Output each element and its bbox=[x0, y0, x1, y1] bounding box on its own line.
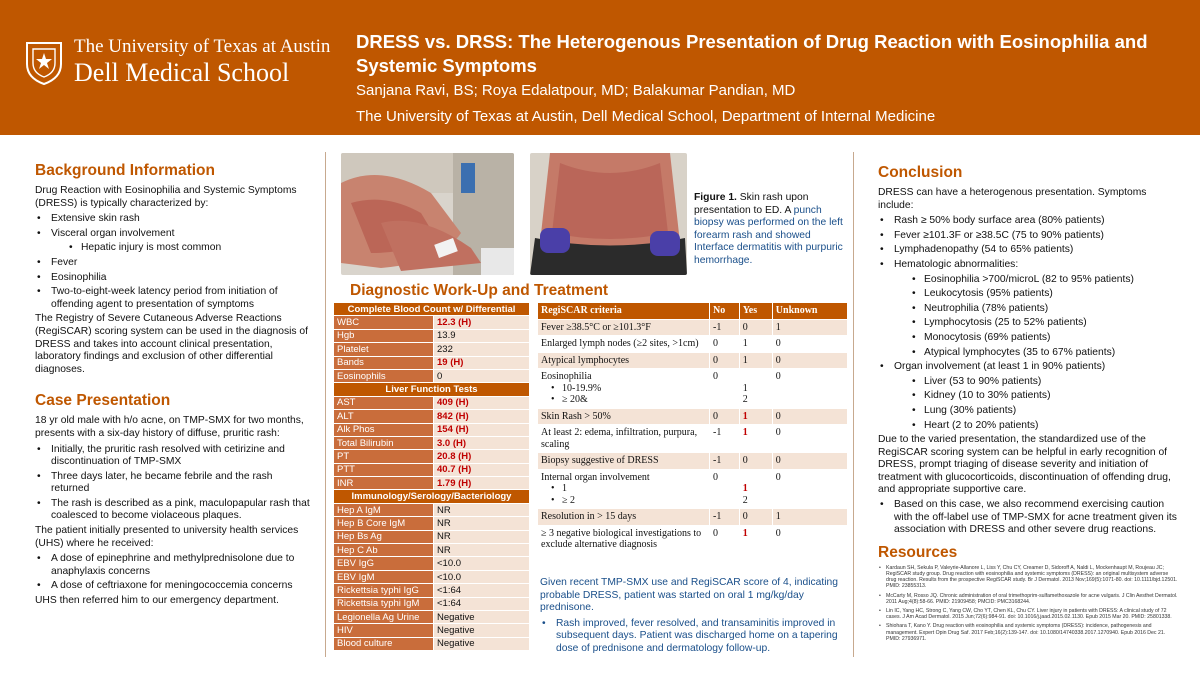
case-item: • Three days later, he became febrile and the rash returned bbox=[35, 471, 310, 496]
regiscar-yes: 0 bbox=[739, 509, 772, 526]
regiscar-yes-sub: 2 bbox=[742, 494, 748, 506]
regiscar-header-cell: Yes bbox=[739, 303, 772, 320]
regiscar-table bbox=[537, 302, 848, 554]
conclusion-subitem: • Neutrophilia (78% patients) bbox=[878, 303, 1180, 316]
regiscar-criteria bbox=[538, 453, 710, 470]
regiscar-criteria-text: Biopsy suggestive of DRESS bbox=[541, 455, 659, 466]
regiscar-criteria bbox=[538, 469, 710, 509]
lab-row bbox=[334, 637, 530, 650]
lab-results-table bbox=[333, 302, 530, 651]
university-name: The University of Texas at Austin bbox=[74, 36, 331, 57]
regiscar-criteria-text: Atypical lymphocytes bbox=[541, 354, 630, 366]
lab-name: Platelet bbox=[334, 343, 434, 356]
lab-value: NR bbox=[434, 503, 530, 516]
regiscar-criteria-text: Enlarged lymph nodes (≥2 sites, >1cm) bbox=[541, 338, 699, 349]
regiscar-no: 0 bbox=[710, 369, 740, 409]
resources-list bbox=[878, 565, 1180, 642]
reference-item: • Lin IC, Yang HC, Strong C, Yang CW, Cho YT, Chen KL, Chu CY. Liver injury in patients with DRESS: A clinical study of 72 cases. J Am Acad Dermatol. 2015 Jun;72(6):984-91. doi: 10.1016/j.jaad.2015.02.1130. Epub 2015 Mar 20. PMID: 25801338. bbox=[878, 608, 1180, 620]
right-column bbox=[878, 164, 1180, 645]
background-item: • Visceral organ involvement bbox=[35, 228, 310, 241]
conclusion-subitem: • Heart (2 to 20% patients) bbox=[878, 420, 1180, 433]
ut-seal-icon bbox=[24, 40, 64, 86]
background-item: • Two-to-eight-week latency period from initiation of offending agent to presentation of symptoms bbox=[35, 286, 310, 311]
treatment-text bbox=[540, 577, 846, 658]
lab-row bbox=[334, 423, 530, 436]
regiscar-no: -1 bbox=[710, 453, 740, 470]
lab-name: Legionella Ag Urine bbox=[334, 610, 434, 623]
bullet-icon: • bbox=[551, 494, 563, 506]
regiscar-yes-sub: 2 bbox=[742, 394, 748, 405]
regiscar-criteria-text: Eosinophilia bbox=[541, 371, 592, 382]
regiscar-unknown: 0 bbox=[772, 469, 847, 509]
lab-name: AST bbox=[334, 396, 434, 409]
regiscar-unknown: 0 bbox=[772, 408, 847, 425]
lab-name: Hgb bbox=[334, 329, 434, 342]
treatment-outcome-list bbox=[540, 618, 846, 656]
regiscar-no: -1 bbox=[710, 425, 740, 453]
regiscar-unknown: 0 bbox=[772, 369, 847, 409]
lab-section-header bbox=[334, 383, 530, 396]
conclusion-item: • Fever ≥101.3F or ≥38.5C (75 to 90% patients) bbox=[878, 230, 1180, 243]
conclusion-subitem: • Leukocytosis (95% patients) bbox=[878, 288, 1180, 301]
conclusion-subitem: • Kidney (10 to 30% patients) bbox=[878, 390, 1180, 403]
regiscar-yes bbox=[739, 369, 772, 409]
lab-value: 409 (H) bbox=[434, 396, 530, 409]
regiscar-yes-sub: 1 bbox=[742, 382, 748, 394]
diagnostic-heading: Diagnostic Work-Up and Treatment bbox=[350, 282, 609, 299]
conclusion-subitem: • Lymphocytosis (25 to 52% patients) bbox=[878, 317, 1180, 330]
regiscar-yes: 1 bbox=[739, 336, 772, 353]
regiscar-header-row bbox=[538, 303, 848, 320]
conclusion-heading: Conclusion bbox=[878, 164, 963, 181]
figure-caption bbox=[694, 192, 844, 268]
regiscar-no: -1 bbox=[710, 509, 740, 526]
poster-department: The University of Texas at Austin, Dell Medical School, Department of Internal Medicine bbox=[356, 108, 936, 125]
conclusion-item: • Rash ≥ 50% body surface area (80% patients) bbox=[878, 215, 1180, 228]
conclusion-list bbox=[878, 215, 1180, 432]
regiscar-unknown: 1 bbox=[772, 509, 847, 526]
lab-name: PT bbox=[334, 450, 434, 463]
poster-title: DRESS vs. DRSS: The Heterogenous Presentation of Drug Reaction with Eosinophilia and Systemic Symptoms bbox=[356, 31, 1148, 76]
background-heading: Background Information bbox=[35, 162, 215, 179]
lab-value: 3.0 (H) bbox=[434, 436, 530, 449]
resources-heading: Resources bbox=[878, 543, 958, 561]
case-item2: • A dose of ceftriaxone for meningococcemia concerns bbox=[35, 580, 310, 593]
lab-name: EBV IgM bbox=[334, 570, 434, 583]
column-divider-right bbox=[853, 152, 854, 657]
lab-row bbox=[334, 316, 530, 329]
lab-row bbox=[334, 477, 530, 490]
conclusion-subitem: • Liver (53 to 90% patients) bbox=[878, 376, 1180, 389]
regiscar-criteria-sub bbox=[541, 383, 706, 395]
lab-value: 19 (H) bbox=[434, 356, 530, 369]
lab-row bbox=[334, 436, 530, 449]
regiscar-criteria-sub bbox=[541, 483, 706, 495]
regiscar-header-cell: RegiSCAR criteria bbox=[538, 303, 710, 320]
lab-name: Hep C Ab bbox=[334, 544, 434, 557]
lab-name: WBC bbox=[334, 316, 434, 329]
lab-row bbox=[334, 517, 530, 530]
conclusion-subitem: • Monocytosis (69% patients) bbox=[878, 332, 1180, 345]
lab-row bbox=[334, 570, 530, 583]
case-list bbox=[35, 444, 310, 524]
regiscar-yes: 1 bbox=[739, 425, 772, 453]
lab-value: <1:64 bbox=[434, 584, 530, 597]
regiscar-yes: 0 bbox=[739, 453, 772, 470]
case-item: • The rash is described as a pink, maculopapular rash that coalesced to become violaceous plaques. bbox=[35, 498, 310, 523]
lab-value: 1.79 (H) bbox=[434, 477, 530, 490]
lab-row bbox=[334, 544, 530, 557]
regiscar-criteria-sub-text: ≥ 20& bbox=[562, 394, 588, 405]
case-item: • Initially, the pruritic rash resolved with cetirizine and discontinuation of TMP-SMX bbox=[35, 444, 310, 469]
reference-item: • Kardaun SH, Sekula P, Valeyrie-Allanore L, Liss Y, Chu CY, Creamer D, Sidoroff A, Naldi L, Mockenhaupt M, Roujeau JC; RegiSCAR study group. Drug reaction with eosinophilia and systemic symptoms (DRESS): an original multisystem adverse drug reaction. Results from the prospective RegiSCAR study. Br J Dermatol. 2013 Nov;169(5):1071-80. doi: 10.1111/bjd.12501. PMID: 23855313. bbox=[878, 565, 1180, 590]
background-item: • Eosinophilia bbox=[35, 272, 310, 285]
conclusion-para: Due to the varied presentation, the standardized use of the RegiSCAR scoring system can be helpful in early recognition of DRESS, prompt triaging of disease severity and initiation of treatment with glucocorticoids, discontinuation of offending drug, and appropriate supportive care. bbox=[878, 434, 1171, 496]
regiscar-criteria bbox=[538, 369, 710, 409]
lab-section-header bbox=[334, 303, 530, 316]
regiscar-yes: 1 bbox=[739, 525, 772, 553]
regiscar-no: 0 bbox=[710, 469, 740, 509]
lab-value: Negative bbox=[434, 610, 530, 623]
bullet-icon: • bbox=[551, 483, 563, 494]
lab-value: 12.3 (H) bbox=[434, 316, 530, 329]
lab-row bbox=[334, 343, 530, 356]
regiscar-criteria-text: At least 2: edema, infiltration, purpura, scaling bbox=[541, 427, 698, 450]
reference-item: • McCarty M, Rosso JQ. Chronic administration of oral trimethoprim-sulfamethoxazole for acne vulgaris. J Clin Aesthet Dermatol. 2011 Aug;4(8):58-66. PMID: 21909458; PMCID: PMC3168244. bbox=[878, 593, 1180, 605]
case-heading: Case Presentation bbox=[35, 392, 171, 410]
regiscar-criteria bbox=[538, 352, 710, 369]
conclusion-subitem: • Lung (30% patients) bbox=[878, 405, 1180, 418]
conclusion-subitem: • Atypical lymphocytes (35 to 67% patients) bbox=[878, 347, 1180, 360]
regiscar-unknown: 0 bbox=[772, 453, 847, 470]
conclusion-intro: DRESS can have a heterogenous presentation. Symptoms include: bbox=[878, 187, 1147, 211]
regiscar-yes: 1 bbox=[739, 352, 772, 369]
regiscar-criteria-sub-text: ≥ 2 bbox=[562, 494, 576, 506]
lab-name: Total Bilirubin bbox=[334, 436, 434, 449]
regiscar-criteria bbox=[538, 336, 710, 353]
regiscar-no: 0 bbox=[710, 336, 740, 353]
lab-name: Blood culture bbox=[334, 637, 434, 650]
regiscar-row bbox=[538, 425, 848, 453]
conclusion-item: • Organ involvement (at least 1 in 90% patients) bbox=[878, 361, 1180, 374]
lab-name: EBV IgG bbox=[334, 557, 434, 570]
regiscar-row bbox=[538, 369, 848, 409]
lab-value: <10.0 bbox=[434, 557, 530, 570]
ut-dell-logo bbox=[24, 36, 334, 92]
conclusion-item: • Hematologic abnormalities: bbox=[878, 259, 1180, 272]
regiscar-unknown: 1 bbox=[772, 319, 847, 336]
lab-row bbox=[334, 530, 530, 543]
lab-row bbox=[334, 329, 530, 342]
lab-section-title: Liver Function Tests bbox=[334, 383, 530, 396]
regiscar-criteria-text: Resolution in > 15 days bbox=[541, 511, 637, 522]
column-divider-left bbox=[325, 152, 326, 657]
regiscar-yes: 0 bbox=[739, 319, 772, 336]
spacer bbox=[743, 472, 769, 484]
lab-value: <1:64 bbox=[434, 597, 530, 610]
lab-row bbox=[334, 410, 530, 423]
lab-row bbox=[334, 450, 530, 463]
lab-name: ALT bbox=[334, 410, 434, 423]
lab-row bbox=[334, 396, 530, 409]
regiscar-criteria-sub bbox=[541, 394, 706, 406]
regiscar-yes: 1 bbox=[739, 408, 772, 425]
bullet-icon: • bbox=[551, 394, 563, 405]
lab-value: 0 bbox=[434, 369, 530, 382]
lab-row bbox=[334, 369, 530, 382]
regiscar-criteria-text: ≥ 3 negative biological investigations to exclude alternative diagnosis bbox=[541, 527, 702, 550]
lab-value: 842 (H) bbox=[434, 410, 530, 423]
lab-row bbox=[334, 557, 530, 570]
rash-photo-arm bbox=[341, 153, 514, 275]
lab-row bbox=[334, 463, 530, 476]
background-subitem: • Hepatic injury is most common bbox=[35, 242, 310, 255]
lab-value: NR bbox=[434, 530, 530, 543]
lab-row bbox=[334, 356, 530, 369]
poster-header bbox=[0, 0, 1200, 135]
regiscar-row bbox=[538, 319, 848, 336]
regiscar-criteria bbox=[538, 319, 710, 336]
background-item: • Fever bbox=[35, 257, 310, 270]
regiscar-no: 0 bbox=[710, 408, 740, 425]
regiscar-criteria-text: Internal organ involvement bbox=[541, 471, 650, 483]
lab-name: Eosinophils bbox=[334, 369, 434, 382]
bullet-icon: • bbox=[551, 382, 563, 394]
case-para3: UHS then referred him to our emergency department. bbox=[35, 595, 279, 607]
lab-section-header bbox=[334, 490, 530, 503]
left-column bbox=[35, 162, 310, 608]
lab-value: 154 (H) bbox=[434, 423, 530, 436]
regiscar-criteria-text: Fever ≥38.5°C or ≥101.3°F bbox=[541, 321, 651, 333]
regiscar-header-cell: Unknown bbox=[772, 303, 847, 320]
lab-value: 20.8 (H) bbox=[434, 450, 530, 463]
regiscar-row bbox=[538, 453, 848, 470]
case-para2: The patient initially presented to university health services (UHS) where he received: bbox=[35, 525, 299, 549]
regiscar-row bbox=[538, 336, 848, 353]
lab-name: PTT bbox=[334, 463, 434, 476]
lab-name: Hep Bs Ag bbox=[334, 530, 434, 543]
lab-name: Alk Phos bbox=[334, 423, 434, 436]
lab-value: NR bbox=[434, 544, 530, 557]
lab-name: HIV bbox=[334, 624, 434, 637]
conclusion-final-list bbox=[878, 499, 1180, 537]
school-name: Dell Medical School bbox=[74, 58, 290, 87]
lab-row bbox=[334, 503, 530, 516]
regiscar-no: -1 bbox=[710, 319, 740, 336]
regiscar-no: 0 bbox=[710, 352, 740, 369]
lab-value: <10.0 bbox=[434, 570, 530, 583]
reference-item: • Shiohara T, Kano Y. Drug reaction with eosinophilia and systemic symptoms (DRESS): incidence, pathogenesis and management. Expert Opin Drug Saf. 2017 Feb;16(2):139-147. doi: 10.1080/14740338.2017.1270940. Epub 2016 Dec 21. PMID: 27936971. bbox=[878, 623, 1180, 642]
lab-row bbox=[334, 597, 530, 610]
background-intro: Drug Reaction with Eosinophilia and Systemic Symptoms (DRESS) is typically characterized by: bbox=[35, 185, 297, 209]
regiscar-row bbox=[538, 352, 848, 369]
regiscar-unknown: 0 bbox=[772, 336, 847, 353]
regiscar-unknown: 0 bbox=[772, 525, 847, 553]
case-item2: • A dose of epinephrine and methylprednisolone due to anaphylaxis concerns bbox=[35, 553, 310, 578]
regiscar-header-cell: No bbox=[710, 303, 740, 320]
treatment-outcome: • Rash improved, fever resolved, and transaminitis improved in subsequent days. Patient was discharged home on a tapering dose of prednisone and dermatology follow-up. bbox=[540, 618, 846, 656]
case-list2 bbox=[35, 553, 310, 593]
regiscar-row bbox=[538, 469, 848, 509]
figure-caption-biopsy: punch biopsy was performed on the left forearm rash and showed Interface dermatitis with purpuric hemorrhage. bbox=[694, 204, 843, 266]
background-list bbox=[35, 213, 310, 311]
regiscar-criteria-sub-text: 10-19.9% bbox=[562, 382, 602, 394]
lab-name: Rickettsia typhi IgG bbox=[334, 584, 434, 597]
conclusion-item: • Lymphadenopathy (54 to 65% patients) bbox=[878, 244, 1180, 257]
regiscar-yes-sub: 1 bbox=[742, 483, 748, 494]
regiscar-unknown: 0 bbox=[772, 425, 847, 453]
regiscar-row bbox=[538, 408, 848, 425]
regiscar-criteria bbox=[538, 425, 710, 453]
regiscar-criteria-sub-text: 1 bbox=[562, 483, 568, 494]
treatment-summary: Given recent TMP-SMX use and RegiSCAR score of 4, indicating probable DRESS, patient was started on oral 1 mg/kg/day prednisone. bbox=[540, 577, 838, 614]
lab-value: 40.7 (H) bbox=[434, 463, 530, 476]
lab-name: INR bbox=[334, 477, 434, 490]
poster-authors: Sanjana Ravi, BS; Roya Edalatpour, MD; Balakumar Pandian, MD bbox=[356, 82, 796, 99]
regiscar-criteria bbox=[538, 509, 710, 526]
lab-value: Negative bbox=[434, 624, 530, 637]
figure-caption-label: Figure 1. bbox=[694, 192, 737, 203]
lab-name: Bands bbox=[334, 356, 434, 369]
lab-section-title: Immunology/Serology/Bacteriology bbox=[334, 490, 530, 503]
regiscar-criteria bbox=[538, 525, 710, 553]
regiscar-unknown: 0 bbox=[772, 352, 847, 369]
regiscar-criteria-sub bbox=[541, 495, 706, 507]
spacer bbox=[743, 371, 769, 383]
conclusion-subitem: • Eosinophilia >700/microL (82 to 95% patients) bbox=[878, 274, 1180, 287]
regiscar-criteria bbox=[538, 408, 710, 425]
lab-row bbox=[334, 584, 530, 597]
regiscar-row bbox=[538, 525, 848, 553]
case-intro: 18 yr old male with h/o acne, on TMP-SMX for two months, presents with a six-day history of diffuse, pruritic rash: bbox=[35, 415, 304, 439]
lab-value: Negative bbox=[434, 637, 530, 650]
lab-value: 232 bbox=[434, 343, 530, 356]
lab-row bbox=[334, 610, 530, 623]
rash-photo-torso bbox=[530, 153, 687, 275]
regiscar-no: 0 bbox=[710, 525, 740, 553]
lab-value: NR bbox=[434, 517, 530, 530]
conclusion-final: • Based on this case, we also recommend exercising caution with the off-label use of TMP-SMX for acne treatment given its association with DRESS and other severe drug reactions. bbox=[878, 499, 1180, 537]
figure-caption-text: Skin rash upon presentation to ED. A bbox=[694, 192, 809, 216]
lab-section-title: Complete Blood Count w/ Differential bbox=[334, 303, 530, 316]
lab-name: Hep A IgM bbox=[334, 503, 434, 516]
lab-name: Rickettsia typhi IgM bbox=[334, 597, 434, 610]
regiscar-yes bbox=[739, 469, 772, 509]
lab-row bbox=[334, 624, 530, 637]
regiscar-row bbox=[538, 509, 848, 526]
regiscar-criteria-text: Skin Rash > 50% bbox=[541, 410, 611, 422]
background-regiscar-para: The Registry of Severe Cutaneous Adverse Reactions (RegiSCAR) scoring system can be used in the diagnosis of DRESS and takes into account clinical presentation, laboratory findings and exclusion of other differential diagnoses. bbox=[35, 313, 308, 375]
background-item: • Extensive skin rash bbox=[35, 213, 310, 226]
lab-value: 13.9 bbox=[434, 329, 530, 342]
lab-name: Hep B Core IgM bbox=[334, 517, 434, 530]
